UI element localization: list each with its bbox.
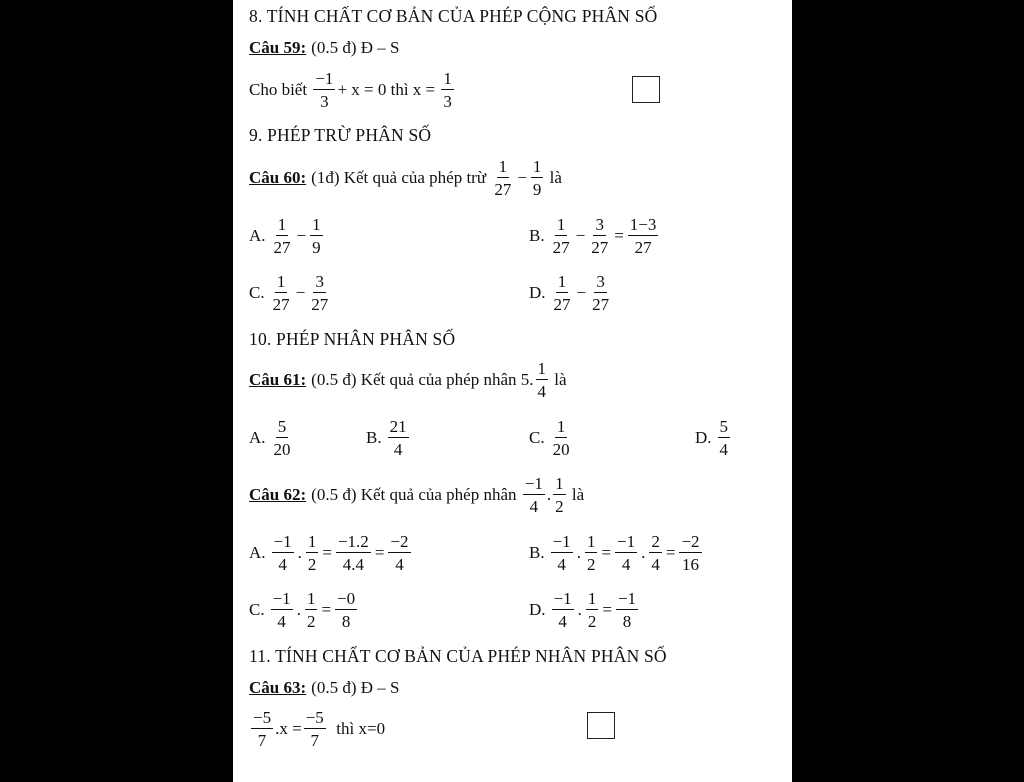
fraction: $\frac{-1}{4}$	[273, 532, 292, 574]
operator: .	[296, 600, 301, 619]
question-59-label: Câu 59:	[249, 38, 307, 57]
question-63-header	[249, 678, 399, 698]
question-text: (1đ) Kết quả của phép trừ	[311, 168, 487, 187]
fraction: $\frac{1}{2}$	[306, 589, 316, 631]
fraction: $\frac{1}{2}$	[555, 474, 564, 516]
option-label: D.	[529, 283, 546, 302]
q60-option-a[interactable]	[249, 216, 325, 256]
fraction: $\frac{-5}{7}$	[253, 708, 272, 750]
option-label: C.	[249, 283, 265, 302]
fraction: $\frac{2}{4}$	[651, 532, 660, 574]
statement-text: Cho biết	[249, 80, 308, 99]
fraction: $\frac{1}{2}$	[586, 532, 596, 574]
fraction: $\frac{1}{27}$	[272, 272, 290, 314]
question-59-header	[249, 38, 399, 58]
q60-option-d[interactable]	[529, 273, 613, 313]
option-label: A.	[249, 543, 266, 562]
operator: =	[614, 226, 624, 245]
fraction: $\frac{-0}{8}$	[337, 589, 356, 631]
fraction: $\frac{-1}{4}$	[272, 589, 291, 631]
statement-text: .x =	[275, 719, 302, 738]
q61-option-b[interactable]: B. $\frac{21}{4}$	[366, 417, 407, 459]
fraction: $\frac{1}{27}$	[553, 272, 571, 314]
true-false-checkbox[interactable]	[632, 76, 660, 103]
question-61-header	[249, 360, 567, 400]
operator: =	[665, 543, 676, 562]
q62-option-b[interactable]	[529, 533, 704, 573]
operator: .	[546, 485, 552, 504]
section-8-heading: 8. TÍNH CHẤT CƠ BẢN CỦA PHÉP CỘNG PHÂN SỐ	[249, 6, 658, 26]
section-9-heading: 9. PHÉP TRỪ PHÂN SỐ	[249, 125, 432, 145]
operator: .	[576, 543, 581, 562]
q62-option-d[interactable]	[529, 590, 640, 630]
option-label: B.	[529, 543, 545, 562]
operator: .	[297, 543, 302, 562]
fraction: $\frac{-1}{3}$	[315, 69, 334, 111]
fraction: $\frac{3}{27}$	[311, 272, 329, 314]
q61-option-c[interactable]: C. $\frac{1}{20}$	[529, 417, 570, 459]
fraction: $\frac{1}{9}$	[532, 157, 542, 199]
fraction: $\frac{-1}{4}$	[552, 532, 571, 574]
true-false-checkbox[interactable]	[587, 712, 615, 739]
section-11-heading: 11. TÍNH CHẤT CƠ BẢN CỦA PHÉP NHÂN PHÂN SỐ	[249, 646, 667, 666]
operator: −	[576, 283, 587, 302]
question-59-points: (0.5 đ) Đ – S	[311, 38, 400, 57]
question-62-header	[249, 475, 584, 515]
operator: =	[322, 543, 332, 562]
question-text: là	[571, 485, 585, 504]
operator: =	[601, 543, 612, 562]
question-60-label: Câu 60:	[249, 168, 307, 187]
q60-option-b[interactable]	[529, 216, 660, 256]
fraction: $\frac{-1}{8}$	[617, 589, 637, 631]
fraction: $\frac{1}{2}$	[307, 532, 317, 574]
fraction: $\frac{1}{2}$	[587, 589, 597, 631]
question-text: là	[549, 168, 562, 187]
operator: =	[321, 600, 332, 619]
question-text: (0.5 đ) Kết quả của phép nhân 5.	[311, 370, 534, 389]
statement-text: + x = 0 thì x =	[337, 80, 436, 99]
fraction: $\frac{1}{3}$	[443, 69, 452, 111]
q60-option-c[interactable]	[249, 273, 332, 313]
fraction: $\frac{-1}{4}$	[617, 532, 636, 574]
option-label: C.	[249, 600, 265, 619]
operator: .	[577, 600, 582, 619]
question-points: (0.5 đ) Đ – S	[311, 678, 400, 697]
fraction: $\frac{1-3}{27}$	[629, 215, 657, 257]
fraction: $\frac{-5}{7}$	[305, 708, 324, 750]
operator: =	[374, 543, 385, 562]
fraction: $\frac{1}{4}$	[537, 359, 547, 401]
fraction: $\frac{-2}{4}$	[390, 532, 409, 574]
question-text: (0.5 đ) Kết quả của phép nhân	[311, 485, 517, 504]
question-63-statement	[249, 709, 385, 749]
fraction: $\frac{-1}{4}$	[553, 589, 572, 631]
fraction: $\frac{1}{27}$	[552, 215, 570, 257]
section-10-heading: 10. PHÉP NHÂN PHÂN SỐ	[249, 329, 456, 349]
operator: −	[575, 226, 586, 245]
option-label: D.	[529, 600, 546, 619]
fraction: $\frac{3}{27}$	[591, 215, 609, 257]
fraction: $\frac{-2}{16}$	[681, 532, 700, 574]
q61-option-a[interactable]: A. $\frac{5}{20}$	[249, 417, 291, 459]
document-page	[233, 0, 792, 782]
statement-text: thì x=0	[336, 719, 386, 738]
fraction: $\frac{1}{27}$	[273, 215, 291, 257]
option-label: B.	[529, 226, 545, 245]
q61-option-d[interactable]: D. $\frac{5}{4}$	[695, 417, 729, 459]
operator: −	[295, 283, 306, 302]
question-63-label: Câu 63:	[249, 678, 307, 697]
fraction: $\frac{-1.2}{4.4}$	[337, 532, 369, 574]
question-59-statement	[249, 70, 456, 110]
fraction: $\frac{1}{27}$	[494, 157, 512, 199]
fraction: $\frac{3}{27}$	[592, 272, 610, 314]
fraction: $\frac{1}{9}$	[312, 215, 321, 257]
option-label: A.	[249, 226, 266, 245]
question-61-label: Câu 61:	[249, 370, 307, 389]
fraction: $\frac{-1}{4}$	[524, 474, 543, 516]
question-62-label: Câu 62:	[249, 485, 307, 504]
question-text: là	[554, 370, 567, 389]
q62-option-c[interactable]	[249, 590, 359, 630]
question-60-header	[249, 158, 562, 198]
operator: −	[296, 226, 307, 245]
operator: −	[517, 168, 527, 187]
operator: =	[602, 600, 612, 619]
q62-option-a[interactable]	[249, 533, 413, 573]
operator: .	[641, 543, 646, 562]
